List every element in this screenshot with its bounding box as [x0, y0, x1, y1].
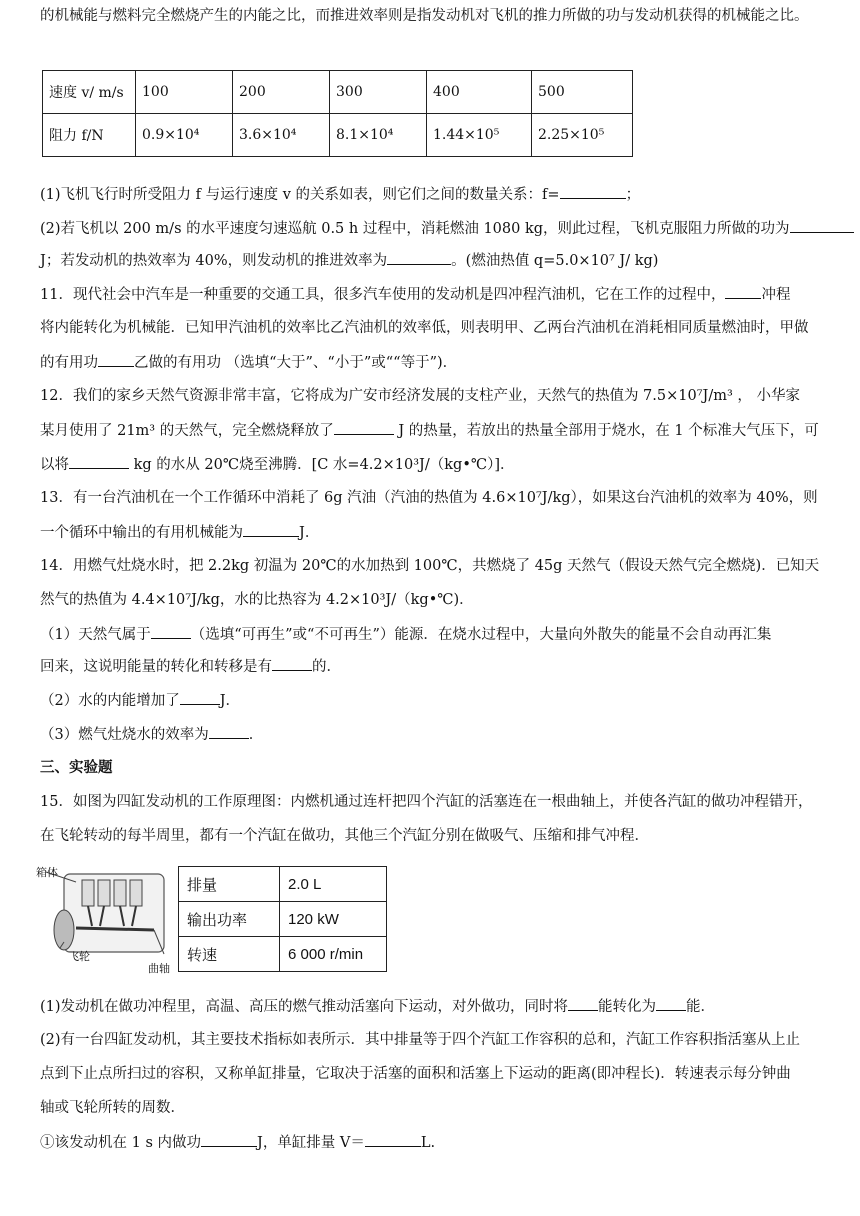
answer-blank[interactable] [243, 522, 299, 537]
q13-line1: 13．有一台汽油机在一个工作循环中消耗了 6g 汽油（汽油的热值为 4.6×10⁷J/kg），如果这台汽油机的效率为 40%，则 [40, 490, 818, 506]
q12-line1: 12．我们的家乡天然气资源非常丰富，它将成为广安市经济发展的支柱产业，天然气的热值为 7.5×10⁷J/m³ ， 小华家 [40, 388, 801, 404]
table-cell: 200 [233, 71, 330, 114]
table-cell: 300 [330, 71, 427, 114]
table-row [43, 71, 633, 114]
question-text: J． [219, 693, 241, 709]
engine-spec-table [178, 866, 387, 972]
answer-blank[interactable] [180, 690, 220, 705]
answer-blank[interactable] [201, 1132, 257, 1147]
question-text: ． [248, 727, 264, 743]
question-text: 回来，这说明能量的转化和转移是有 [40, 659, 272, 675]
section-title: 三、实验题 [40, 759, 113, 776]
q14-sub1-line1 [40, 624, 830, 645]
spec-value: 6 000 r/min [280, 937, 387, 972]
question-text: (1)发动机在做功冲程里，高温、高压的燃气推动活塞向下运动，对外做功，同时将 [40, 999, 569, 1015]
table-row [43, 114, 633, 157]
q12-line3 [40, 454, 830, 475]
question-text: J，单缸排量 V＝ [257, 1135, 365, 1151]
q10-part2 [40, 218, 830, 239]
question-text: J． [299, 525, 320, 541]
q15-sub2-line1: (2)有一台四缸发动机，其主要技术指标如表所示．其中排量等于四个汽缸工作容积的总和，汽缸工作容积指活塞从上止 [40, 1032, 801, 1048]
engine-diagram [36, 864, 176, 976]
question-text: 一个循环中输出的有用机械能为 [40, 525, 243, 541]
q15-sub2-line3: 轴或飞轮所转的周数． [40, 1100, 185, 1116]
table-cell: 400 [427, 71, 532, 114]
question-text: J；若发动机的热效率为 40%，则发动机的推进效率为 [40, 253, 388, 269]
table-row [179, 902, 387, 937]
q15-line2: 在飞轮转动的每半周里，都有一个汽缸在做功，其他三个汽缸分别在做吸气、压缩和排气冲程． [40, 828, 649, 844]
question-text: (1)飞机飞行时所受阻力 f 与运行速度 v 的关系如表，则它们之间的数量关系：f= [40, 187, 560, 203]
intro-line: 的机械能与燃料完全燃烧产生的内能之比，而推进效率则是指发动机对飞机的推力所做的功与发动机获得的机械能之比。 [40, 8, 809, 24]
q11-line3 [40, 352, 830, 373]
question-text: 的． [312, 659, 341, 675]
answer-blank[interactable] [568, 996, 598, 1011]
question-text: 。(燃油热值 q=5.0×10⁷ J/ kg) [451, 253, 659, 269]
table-cell: 1.44×10⁵ [427, 114, 532, 157]
question-text: ①该发动机在 1 s 内做功 [40, 1135, 201, 1151]
q14-sub1-line2 [40, 656, 830, 677]
question-text: 的有用功 [40, 355, 98, 371]
question-text: L. [420, 1135, 436, 1151]
question-text: 能． [686, 999, 716, 1015]
q11-line1 [40, 284, 830, 305]
question-text: J 的热量，若放出的热量全部用于烧水，在 1 个标准大气压下，可 [398, 423, 819, 439]
q15-sub2-item1 [40, 1132, 830, 1153]
question-text: 以将 [40, 457, 69, 473]
question-text: ； [625, 187, 641, 203]
q15-sub2-line2: 点到下止点所扫过的容积，又称单缸排量，它取决于活塞的面积和活塞上下运动的距离(即冲程长)．转速表示每分钟曲 [40, 1066, 791, 1082]
q10-part2-cont [40, 250, 830, 271]
q14-sub2 [40, 690, 830, 711]
answer-blank[interactable] [209, 724, 249, 739]
answer-blank[interactable] [725, 284, 761, 299]
spec-value: 120 kW [280, 902, 387, 937]
q14-sub3 [40, 724, 830, 745]
answer-blank[interactable] [272, 656, 312, 671]
question-text: 某月使用了 21m³ 的天然气，完全燃烧释放了 [40, 423, 334, 439]
q13-line2 [40, 522, 830, 543]
table-cell: 8.1×10⁴ [330, 114, 427, 157]
table-cell: 100 [136, 71, 233, 114]
answer-blank[interactable] [387, 250, 451, 265]
question-text: (2)若飞机以 200 m/s 的水平速度匀速巡航 0.5 h 过程中，消耗燃油 1080 kg，则此过程，飞机克服阻力所做的功为 [40, 221, 790, 237]
q15-line1: 15．如图为四缸发动机的工作原理图：内燃机通过连杆把四个汽缸的活塞连在一根曲轴上，并使各汽缸的做功冲程错开， [40, 794, 813, 810]
answer-blank[interactable] [334, 420, 394, 435]
question-text: （2）水的内能增加了 [40, 693, 180, 709]
crank-label: 曲轴 [148, 962, 170, 975]
q10-part1 [40, 184, 830, 205]
question-text: （3）燃气灶烧水的效率为 [40, 727, 209, 743]
answer-blank[interactable] [656, 996, 686, 1011]
question-text: （1）天然气属于 [40, 627, 151, 643]
spec-label: 排量 [179, 867, 280, 902]
table-cell: 2.25×10⁵ [532, 114, 633, 157]
table-row [179, 937, 387, 972]
answer-blank[interactable] [365, 1132, 421, 1147]
answer-blank[interactable] [151, 624, 191, 639]
row-header: 阻力 f/N [43, 114, 136, 157]
box-label: 箱体 [36, 866, 58, 879]
q14-line2: 然气的热值为 4.4×10⁷J/kg，水的比热容为 4.2×10³J/（kg•℃)． [40, 592, 474, 608]
answer-blank[interactable] [790, 218, 854, 233]
table-row [179, 867, 387, 902]
question-text: 11．现代社会中汽车是一种重要的交通工具，很多汽车使用的发动机是四冲程汽油机，它在工作的过程中， [40, 287, 726, 303]
spec-value: 2.0 L [280, 867, 387, 902]
speed-resistance-table [42, 70, 633, 157]
q15-sub1 [40, 996, 830, 1017]
table-cell: 500 [532, 71, 633, 114]
question-text: 能转化为 [598, 999, 657, 1015]
question-text: 冲程 [761, 287, 791, 303]
table-cell: 3.6×10⁴ [233, 114, 330, 157]
answer-blank[interactable] [98, 352, 134, 367]
spec-label: 转速 [179, 937, 280, 972]
table-cell: 0.9×10⁴ [136, 114, 233, 157]
answer-blank[interactable] [69, 454, 129, 469]
question-text: kg 的水从 20℃烧至沸腾．[C 水=4.2×10³J/（kg•℃）]． [133, 457, 515, 473]
q14-line1: 14．用燃气灶烧水时，把 2.2kg 初温为 20℃的水加热到 100℃，共燃烧了 45g 天然气（假设天然气完全燃烧)．已知天 [40, 558, 820, 574]
spec-label: 输出功率 [179, 902, 280, 937]
question-text: 乙做的有用功 （选填“大于”、“小于”或““等于”)． [134, 355, 458, 371]
flywheel-label: 飞轮 [68, 950, 90, 963]
q12-line2 [40, 420, 830, 441]
question-text: （选填“可再生”或“不可再生”）能源．在烧水过程中，大量向外散失的能量不会自动再汇集 [190, 627, 772, 643]
row-header: 速度 v/ m/s [43, 71, 136, 114]
q11-line2: 将内能转化为机械能．已知甲汽油机的效率比乙汽油机的效率低，则表明甲、乙两台汽油机在消耗相同质量燃油时，甲做 [40, 320, 809, 336]
answer-blank[interactable] [560, 184, 626, 199]
